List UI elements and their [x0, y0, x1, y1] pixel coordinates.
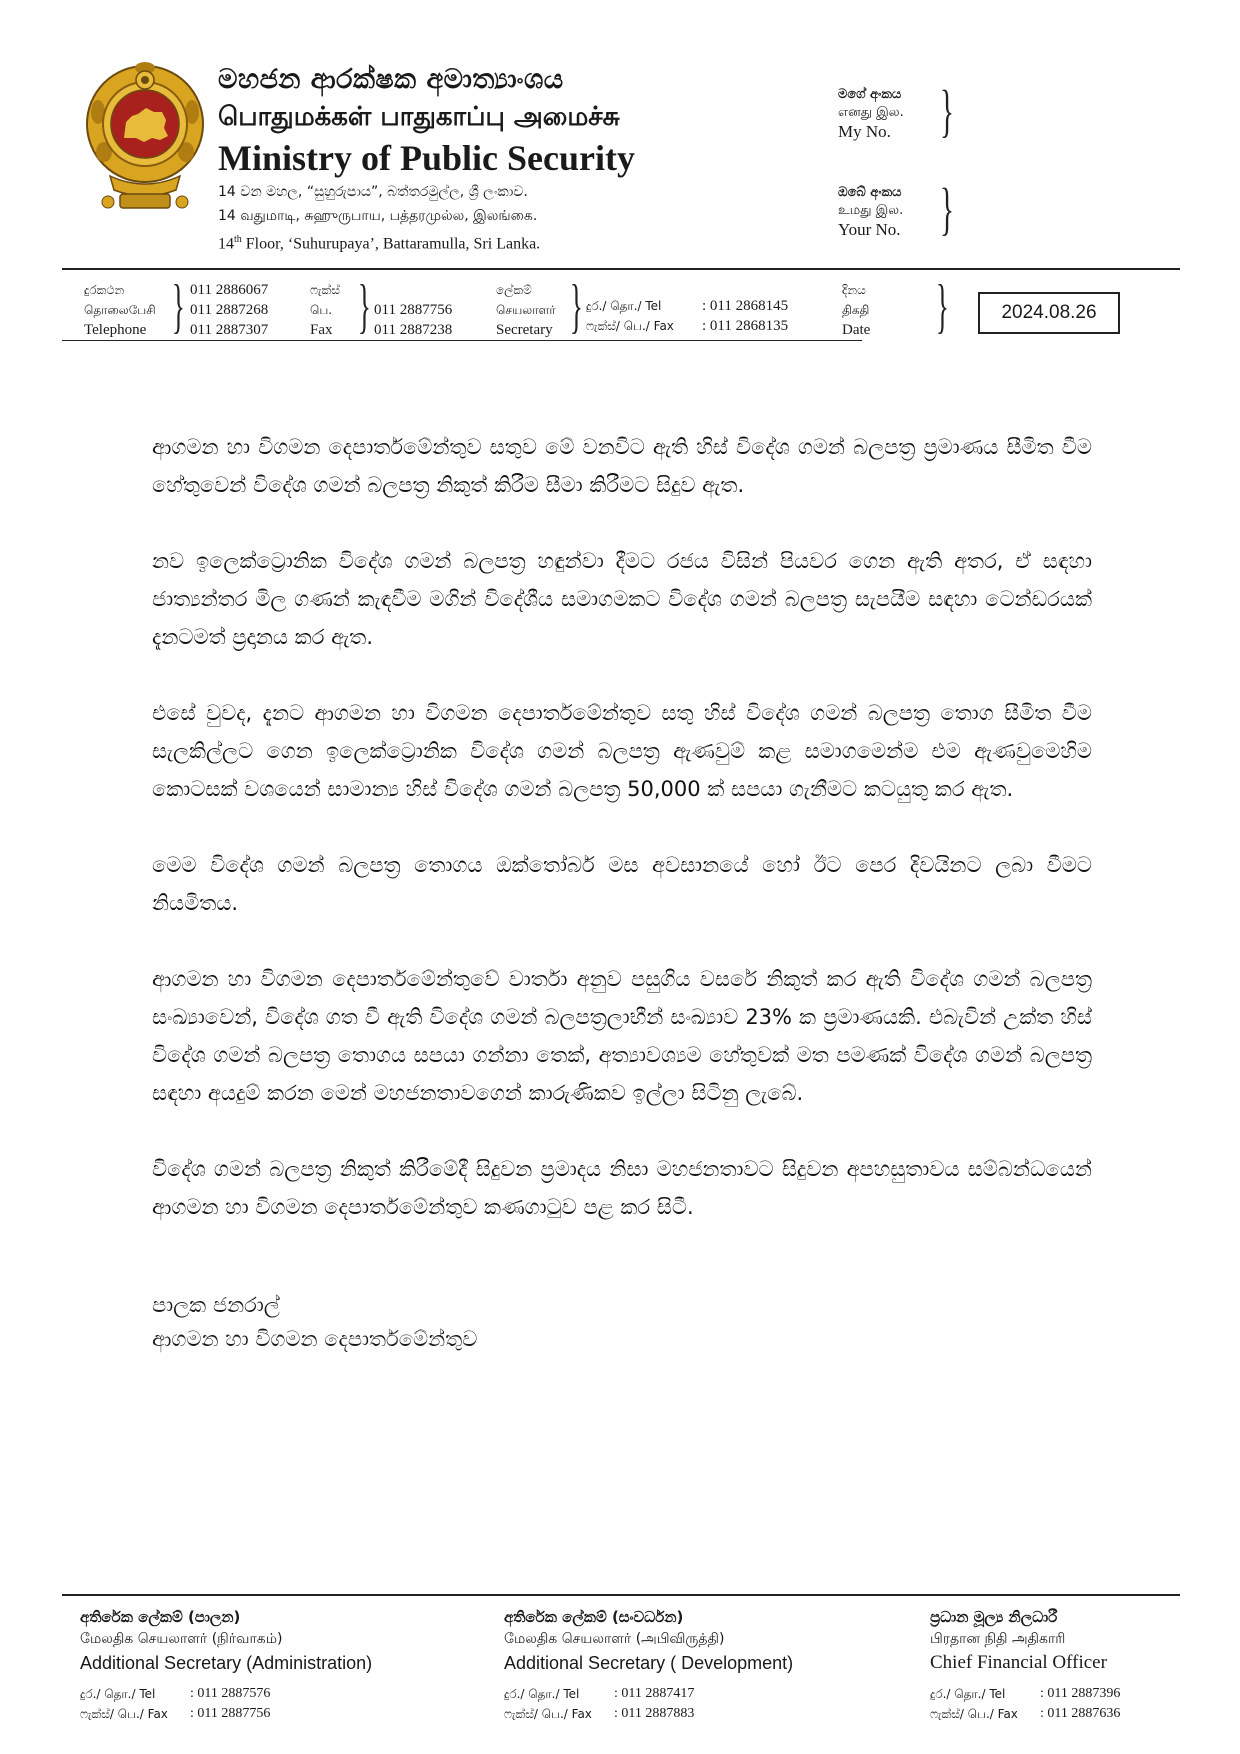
ministry-name-english: Ministry of Public Security	[218, 138, 635, 178]
header-rule-bottom	[62, 340, 862, 341]
telephone-labels: දුරකථන தொலைபேசி Telephone }	[84, 273, 185, 339]
your-no-block	[838, 176, 958, 241]
my-no-tamil: எனது இல.	[838, 105, 904, 120]
signature-department: ආගමන හා විගමන දෙපාර්තමේන්තුව	[152, 1327, 478, 1351]
brace-icon: }	[569, 273, 583, 339]
date-value: 2024.08.26	[978, 292, 1120, 334]
footer-rule	[62, 1594, 1180, 1596]
header-rule-top	[62, 268, 1180, 270]
brace-icon: }	[357, 273, 371, 339]
paragraph-6: විදේශ ගමන් බලපත්‍ර නිකුත් කිරීමේදී සිදුවන ප්‍රමාදය නිසා මහජනතාවට සිදුවන අපහසුතාවය සම්බන්ධයෙන් ආගමන හා විගමන දෙපාර්තමේන්තුව කණගාටුව පළ කර සිටී.	[152, 1157, 1092, 1219]
paragraph-4: මෙම විදේශ ගමන් බලපත්‍ර තොගය ඔක්තෝබර් මස අවසානයේ හෝ ඊට පෙර දිවයිනට ලබා වීමට නියමිතය.	[152, 853, 1092, 915]
fax-labels: ෆැක්ස් பெ. Fax }	[310, 273, 371, 339]
brace-icon: }	[935, 273, 949, 339]
secretary-labels: ලේකම් செயலாளர் Secretary }	[496, 273, 583, 339]
your-no-sinhala: ඔබේ අංකය	[838, 185, 902, 200]
paragraph-1: ආගමන හා විගමන දෙපාර්තමේන්තුව සතුව මේ වනවිට ඇති හිස් විදේශ ගමන් බලපත්‍ර ප්‍රමාණය සීමිත වීම හේතුවෙන් විදේශ ගමන් බලපත්‍ර නිකුත් කිරීම සීමා කිරීමට සිදුව ඇත.	[152, 435, 1092, 497]
my-no-sinhala: මගේ අංකය	[838, 87, 902, 102]
telephone-numbers: 011 2886067 011 2887268 011 2887307	[190, 282, 269, 338]
footer-chief-financial-officer: ප්‍රධාන මූල්‍ය නිලධාරී பிரதான நிதி அதிகாரி Chief Financial Officer දුර./ தொ./ Tel : 011 2887396 ෆැක්ස්/ பெ./ Fax : 011 2887636	[930, 1608, 1121, 1721]
my-no-block	[838, 78, 958, 143]
letterhead	[218, 62, 738, 256]
address-sinhala: 14 වන මහල, “සුහුරුපාය”, බත්තරමුල්ල, ශ්‍රී ලංකාව.	[218, 184, 528, 200]
footer-development-secretary: අතිරේක ලේකම් (සංවර්ධන) மேலதிக செயலாளர் (அபிவிருத்தி) Additional Secretary ( Development) දුර./ தொ./ Tel : 011 2887417 ෆැක්ස්/ பெ./ Fax : 011 2887883	[504, 1608, 794, 1721]
paragraph-2: නව ඉලෙක්ට්‍රොනික විදේශ ගමන් බලපත්‍ර හඳුන්වා දීමට රජය විසින් පියවර ගෙන ඇති අතර, ඒ සඳහා ජාත්‍යන්තර මිල ගණන් කැඳවීම මගින් විදේශීය සමාගමකට විදේශ ගමන් බලපත්‍ර සැපයීම සඳහා ටෙන්ඩරයක් දැනටමත් ප්‍රදානය කර ඇත.	[152, 549, 1092, 649]
ministry-name-sinhala: මහජන ආරක්ෂක අමාත්‍යාංශය	[218, 64, 564, 95]
secretary-numbers: දුර./ தொ./ Tel : 011 2868145 ෆැක්ස්/ பெ./ Fax : 011 2868135	[586, 298, 789, 334]
address-english: 14th Floor, ‘Suhurupaya’, Battaramulla, Sri Lanka.	[218, 234, 541, 253]
address-tamil: 14 வதுமாடி, சுஹுருபாய, பத்தரமுல்ல, இலங்கை.	[218, 208, 538, 224]
brace-icon: }	[939, 176, 954, 241]
paragraph-3: එසේ වුවද, දැනට ආගමන හා විගමන දෙපාර්තමේන්තුව සතු හිස් විදේශ ගමන් බලපත්‍ර තොග සීමිත වීම සැලකිල්ලට ගෙන ඉලෙක්ට්‍රොනික විදේශ ගමන් බලපත්‍ර ඇණවුම් කළ සමාගමෙන්ම එම ඇණවුමෙහිම කොටසක් වශයෙන් සාමාන්‍ය හිස් විදේශ ගමන් බලපත්‍ර 50,000 ක් සපයා ගැනීමට කටයුතු කර ඇත.	[152, 701, 1092, 801]
fax-numbers: 011 2887756 011 2887238	[374, 302, 453, 338]
sri-lanka-emblem-icon	[80, 52, 210, 222]
signature-title: පාලක ජනරාල්	[152, 1293, 280, 1317]
my-no-english: My No.	[838, 122, 891, 141]
letter-body	[152, 428, 1092, 1356]
brace-icon: }	[171, 273, 185, 339]
signature-block	[152, 1288, 1092, 1356]
date-labels: දිනය திகதி Date }	[842, 273, 949, 339]
paragraph-5: ආගමන හා විගමන දෙපාර්තමේන්තුවේ වාර්තා අනුව පසුගිය වසරේ නිකුත් කර ඇති විදේශ ගමන් බලපත්‍ර සංඛ්‍යාවෙන්, විදේශ ගත වී ඇති විදේශ ගමන් බලපත්‍රලාභීන් සංඛ්‍යාව 23% ක ප්‍රමාණයකි. එබැවින් උක්ත හිස් විදේශ ගමන් බලපත්‍ර තොගය සපයා ගන්නා තෙක්, අත්‍යාවශ්‍යම හේතුවක් මත පමණක් විදේශ ගමන් බලපත්‍ර සඳහා අයදුම් කරන මෙන් මහජනතාවගෙන් කාරුණිකව ඉල්ලා සිටිනු ලැබේ.	[152, 967, 1092, 1105]
footer-admin-secretary: අතිරේක ලේකම් (පාලන) மேலதிக செயலாளர் (நிர்வாகம்) Additional Secretary (Administration) දුර./ தொ./ Tel : 011 2887576 ෆැක්ස්/ பெ./ Fax : 011 2887756	[80, 1608, 373, 1721]
brace-icon: }	[939, 78, 954, 143]
ministry-name-tamil: பொதுமக்கள் பாதுகாப்பு அமைச்சு	[218, 102, 620, 132]
your-no-english: Your No.	[838, 220, 901, 239]
your-no-tamil: உமது இல.	[838, 203, 904, 218]
